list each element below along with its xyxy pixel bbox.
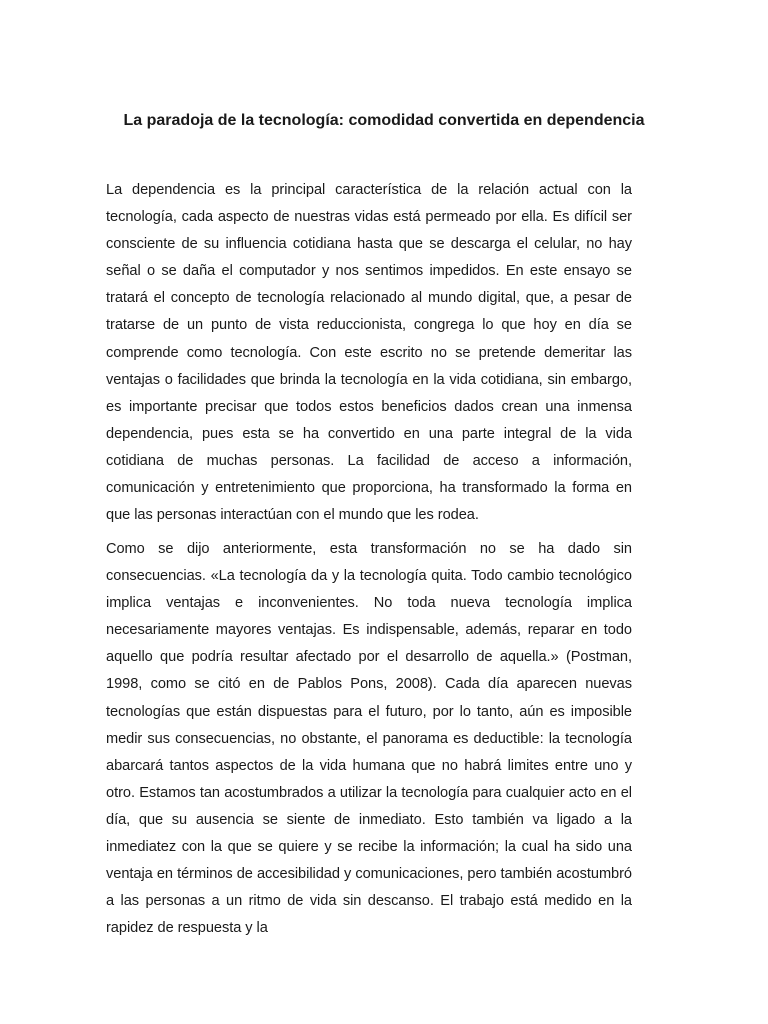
paragraph-1: La dependencia es la principal característica de la relación actual con la tecnología, cada aspecto de nuestras vidas está permeado por ella. Es difícil ser consciente de su influencia cotidiana hasta que se descarga el celular, no hay señal o se daña el computador y nos sentimos impedidos. En este ensayo se tratará el concepto de tecnología relacionado al mundo digital, que, a pesar de tratarse de un punto de vista reduccionista, congrega lo que hoy en día se comprende como tecnología. Con este escrito no se pretende demeritar las ventajas o facilidades que brinda la tecnología en la vida cotidiana, sin embargo, es importante precisar que todos estos beneficios dados crean una inmensa dependencia, pues esta se ha convertido en una parte integral de la vida cotidiana de muchas personas. La facilidad de acceso a información, comunicación y entretenimiento que proporciona, ha transformado la forma en que las personas interactúan con el mundo que les rodea. bbox=[106, 182, 632, 524]
paragraph-2: Como se dijo anteriormente, esta transformación no se ha dado sin consecuencias. «La tecnología da y la tecnología quita. Todo cambio tecnológico implica ventajas e inconvenientes. No toda nueva tecnología implica necesariamente mayores ventajas. Es indispensable, además, reparar en todo aquello que podría resultar afectado por el desarrollo de aquella.» (Postman, 1998, como se citó en de Pablos Pons, 2008). Cada día aparecen nuevas tecnologías que están dispuestas para el futuro, por lo tanto, aún es imposible medir sus consecuencias, no obstante, el panorama es deductible: la tecnología abarcará tantos aspectos de la vida humana que no habrá limites entre uno y otro. Estamos tan acostumbrados a utilizar la tecnología para cualquier acto en el día, que su ausencia se siente de inmediato. Esto también va ligado a la inmediatez con la que se quiere y se recibe la información; la cual ha sido una ventaja en términos de accesibilidad y comunicaciones, pero también acostumbró a las personas a un ritmo de vida sin descanso. El trabajo está medido en la rapidez de respuesta y la bbox=[106, 541, 632, 937]
document-title: La paradoja de la tecnología: comodidad convertida en dependencia bbox=[123, 112, 645, 129]
